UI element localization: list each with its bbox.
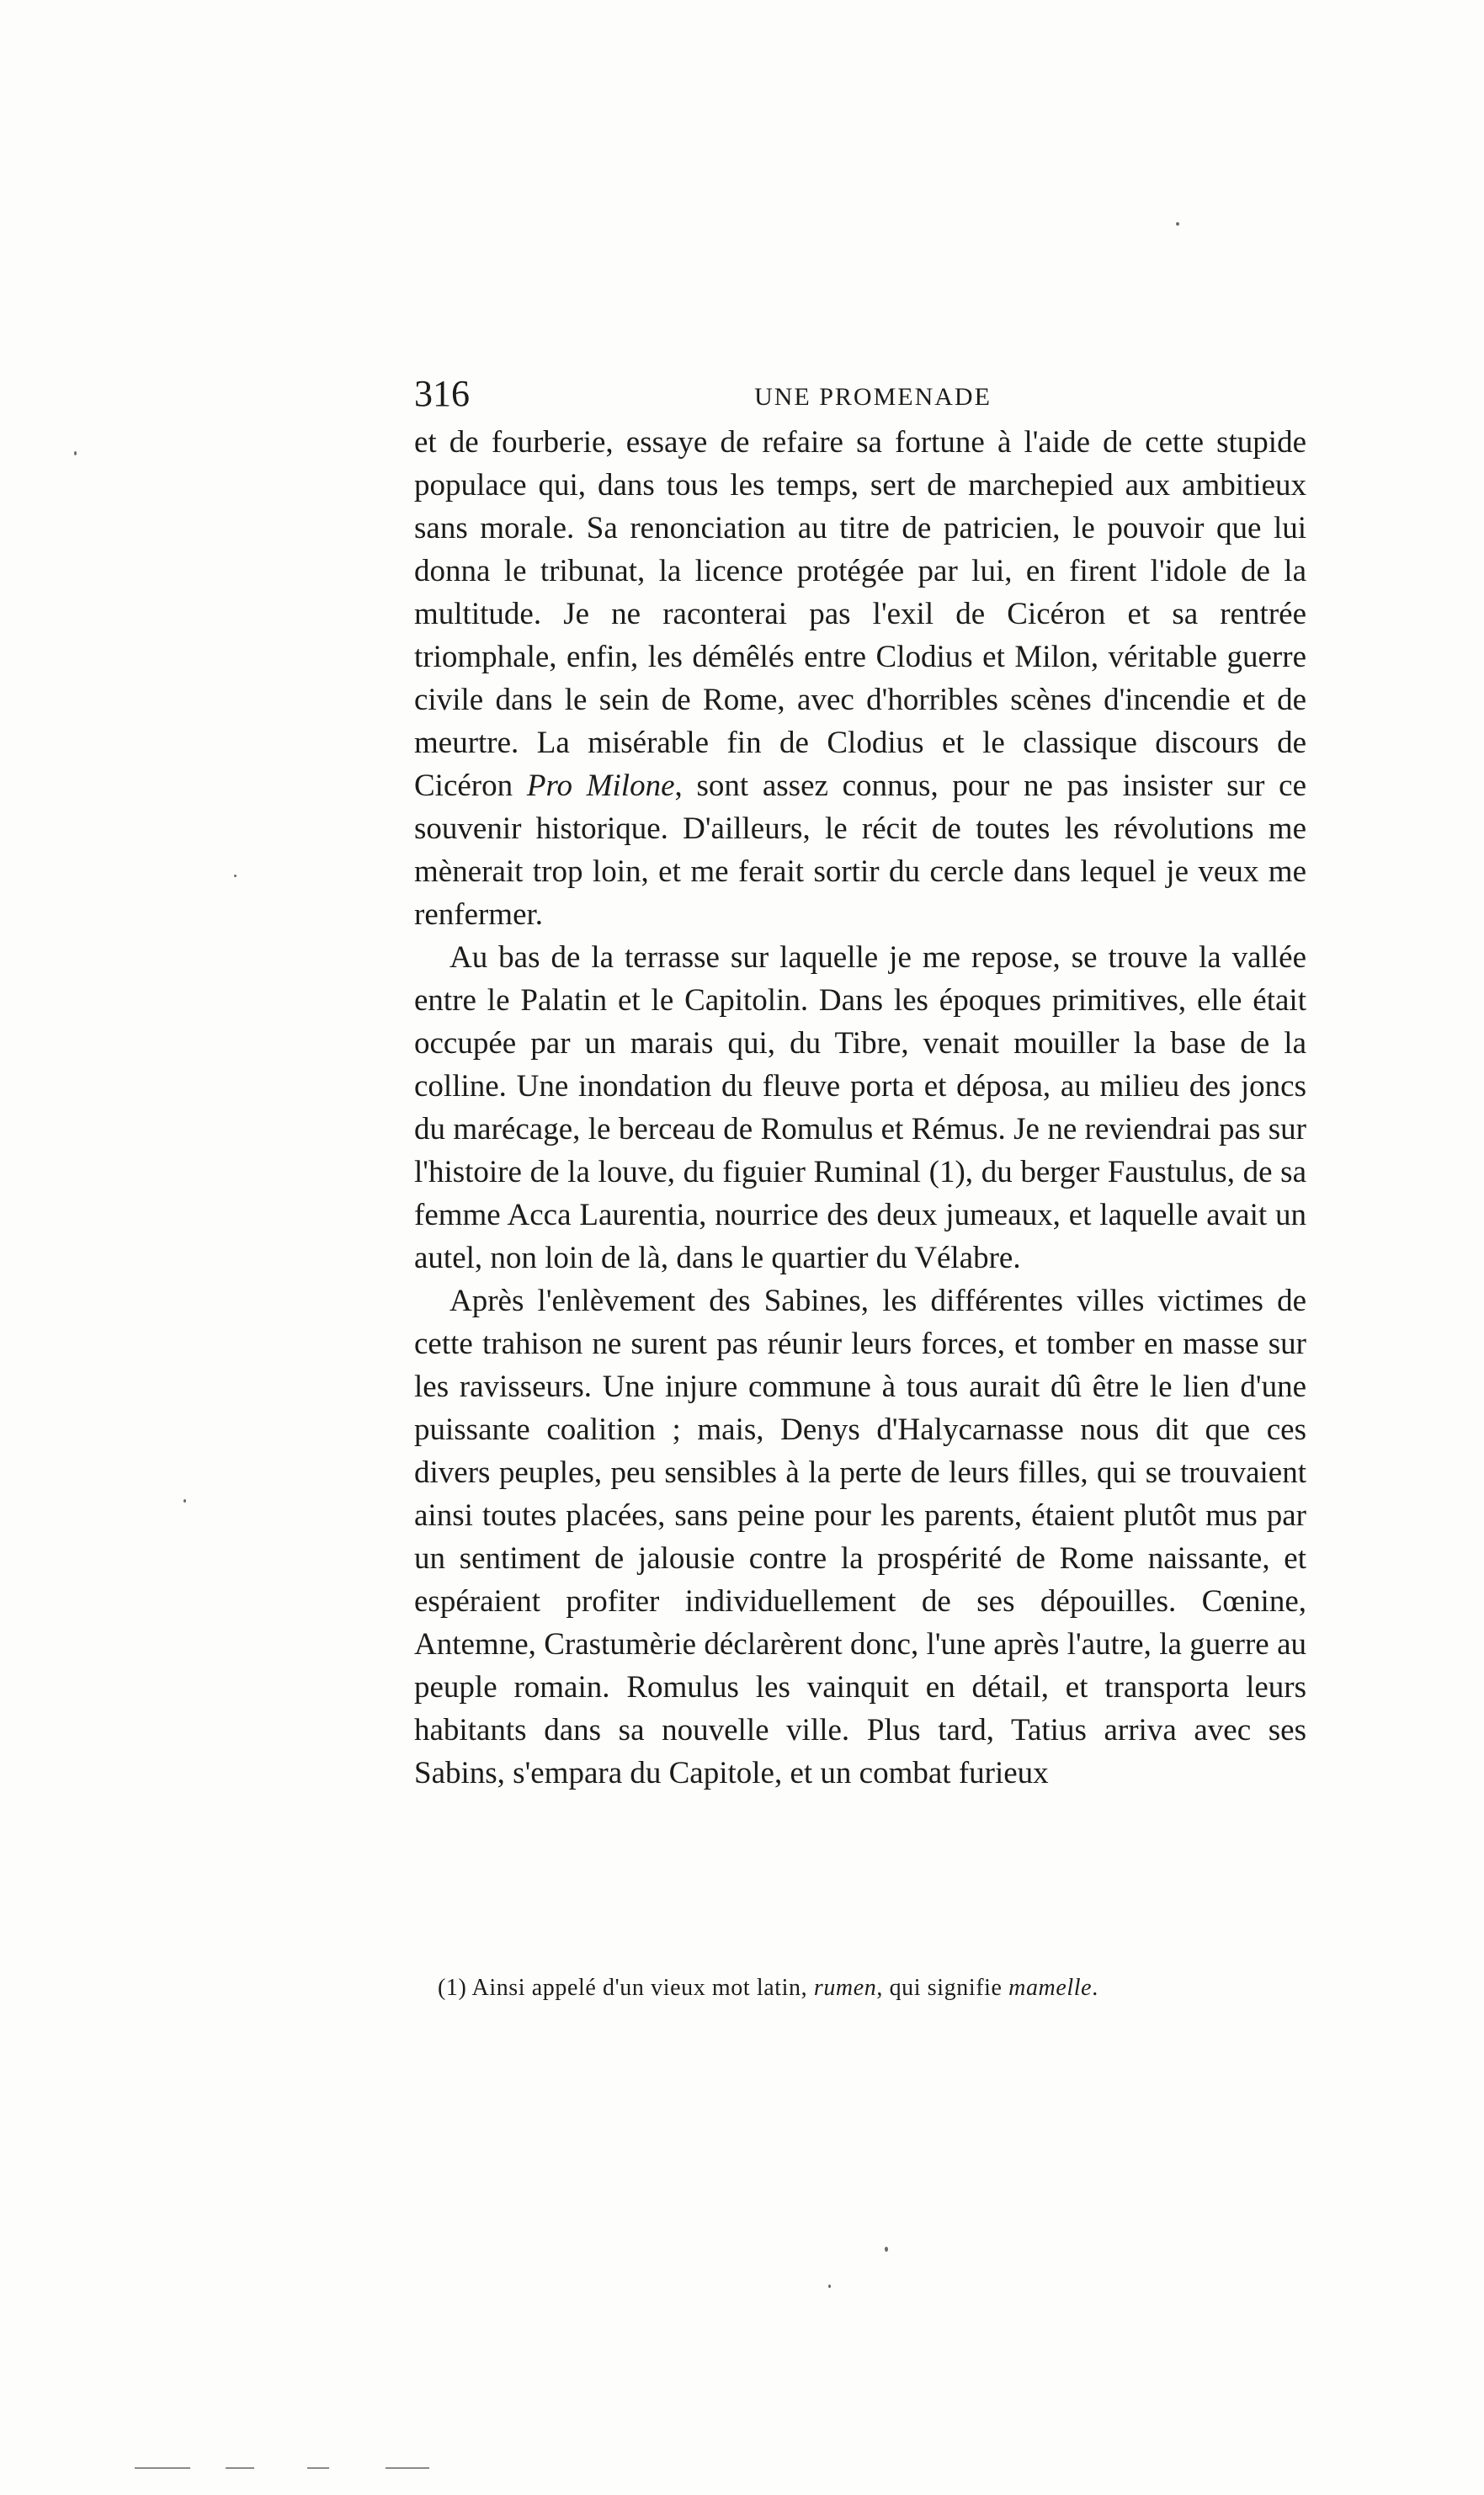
paper-speck — [74, 451, 77, 455]
scan-edge-mark — [226, 2467, 254, 2469]
paper-speck — [828, 2285, 831, 2288]
paper-speck — [885, 2247, 888, 2252]
footnote-marker: (1) — [438, 1975, 467, 2001]
paragraph-2: Au bas de la terrasse sur laquelle je me repose, se trouve la vallée entre le Palatin et le Capitolin. Dans les époques primitives, elle était occupée par un marais qui, du Tibre, venait mouiller la base de la colline. Une inondation du fleuve porta et déposa, au milieu des joncs du marécage, le berceau de Romulus et Rémus. Je ne reviendrai pas sur l'histoire de la louve, du figuier Ruminal (1), du berger Faustulus, de sa femme Acca Laurentia, nourrice des deux jumeaux, et laquelle avait un autel, non loin de là, dans le quartier du Vélabre. — [414, 940, 1306, 1275]
footnote — [438, 1971, 1305, 2005]
paper-speck — [234, 875, 237, 877]
paragraph-1-lead: et de fourberie, essaye de refaire sa fortune à l'aide de cette stupide populace qui, dans tous les temps, sert de marchepied aux ambitieux sans morale. Sa renonciation au titre de patricien, le pouvoir que lui donna le tribunat, la licence protégée par lui, en firent l'idole de la multitude. Je ne raconterai pas l'exil de Cicéron et sa rentrée triomphale, enfin, les démêlés entre Clodius et Milon, véritable guerre civile dans le sein de Rome, avec d'horribles scènes d'incendie et de meurtre. La misérable fin de Clodius et le classique discours de Cicéron — [414, 425, 1306, 803]
paper-speck — [184, 1499, 186, 1503]
footnote-italic-a: rumen — [813, 1975, 877, 2001]
paper-speck — [1176, 222, 1179, 226]
footnote-italic-b: mamelle — [1008, 1975, 1093, 2001]
scan-edge-mark — [386, 2467, 429, 2469]
paragraph-continued — [414, 421, 1306, 936]
running-head: UNE PROMENADE — [754, 383, 992, 411]
paragraph-1-tail: , sont assez connus, pour ne pas insister sur ce souvenir historique. D'ailleurs, le récit de toutes les révolutions me mènerait trop loin, et me ferait sortir du cercle dans lequel je veux me renfermer. — [414, 769, 1307, 932]
body-text — [414, 421, 1306, 1795]
scan-edge-mark — [307, 2467, 329, 2469]
page-header — [414, 369, 1306, 419]
scan-edge-mark — [135, 2467, 190, 2469]
footnote-text-c: . — [1092, 1975, 1098, 2001]
paragraph-3: Après l'enlèvement des Sabines, les différentes villes victimes de cette trahison ne surent pas réunir leurs forces, et tomber en masse sur les ravisseurs. Une injure commune à tous aurait dû être le lien d'une puissante coalition ; mais, Denys d'Halycarnasse nous dit que ces divers peuples, peu sensibles à la perte de leurs filles, qui se trouvaient ainsi toutes placées, sans peine pour les parents, étaient plutôt mus par un sentiment de jalousie contre la prospérité de Rome naissante, et espéraient profiter individuellement de ses dépouilles. Cœnine, Antemne, Crastumèrie déclarèrent donc, l'une après l'autre, la guerre au peuple romain. Romulus les vainquit en détail, et transporta leurs habitants dans sa nouvelle ville. Plus tard, Tatius arriva avec ses Sabins, s'empara du Capitole, et un combat furieux — [414, 1284, 1306, 1790]
page-number: 316 — [414, 373, 470, 414]
footnote-text-b: , qui signifie — [876, 1975, 1009, 2001]
italic-title: Pro Milone — [526, 769, 675, 803]
footnote-text-a: Ainsi appelé d'un vieux mot latin, — [466, 1975, 814, 2001]
